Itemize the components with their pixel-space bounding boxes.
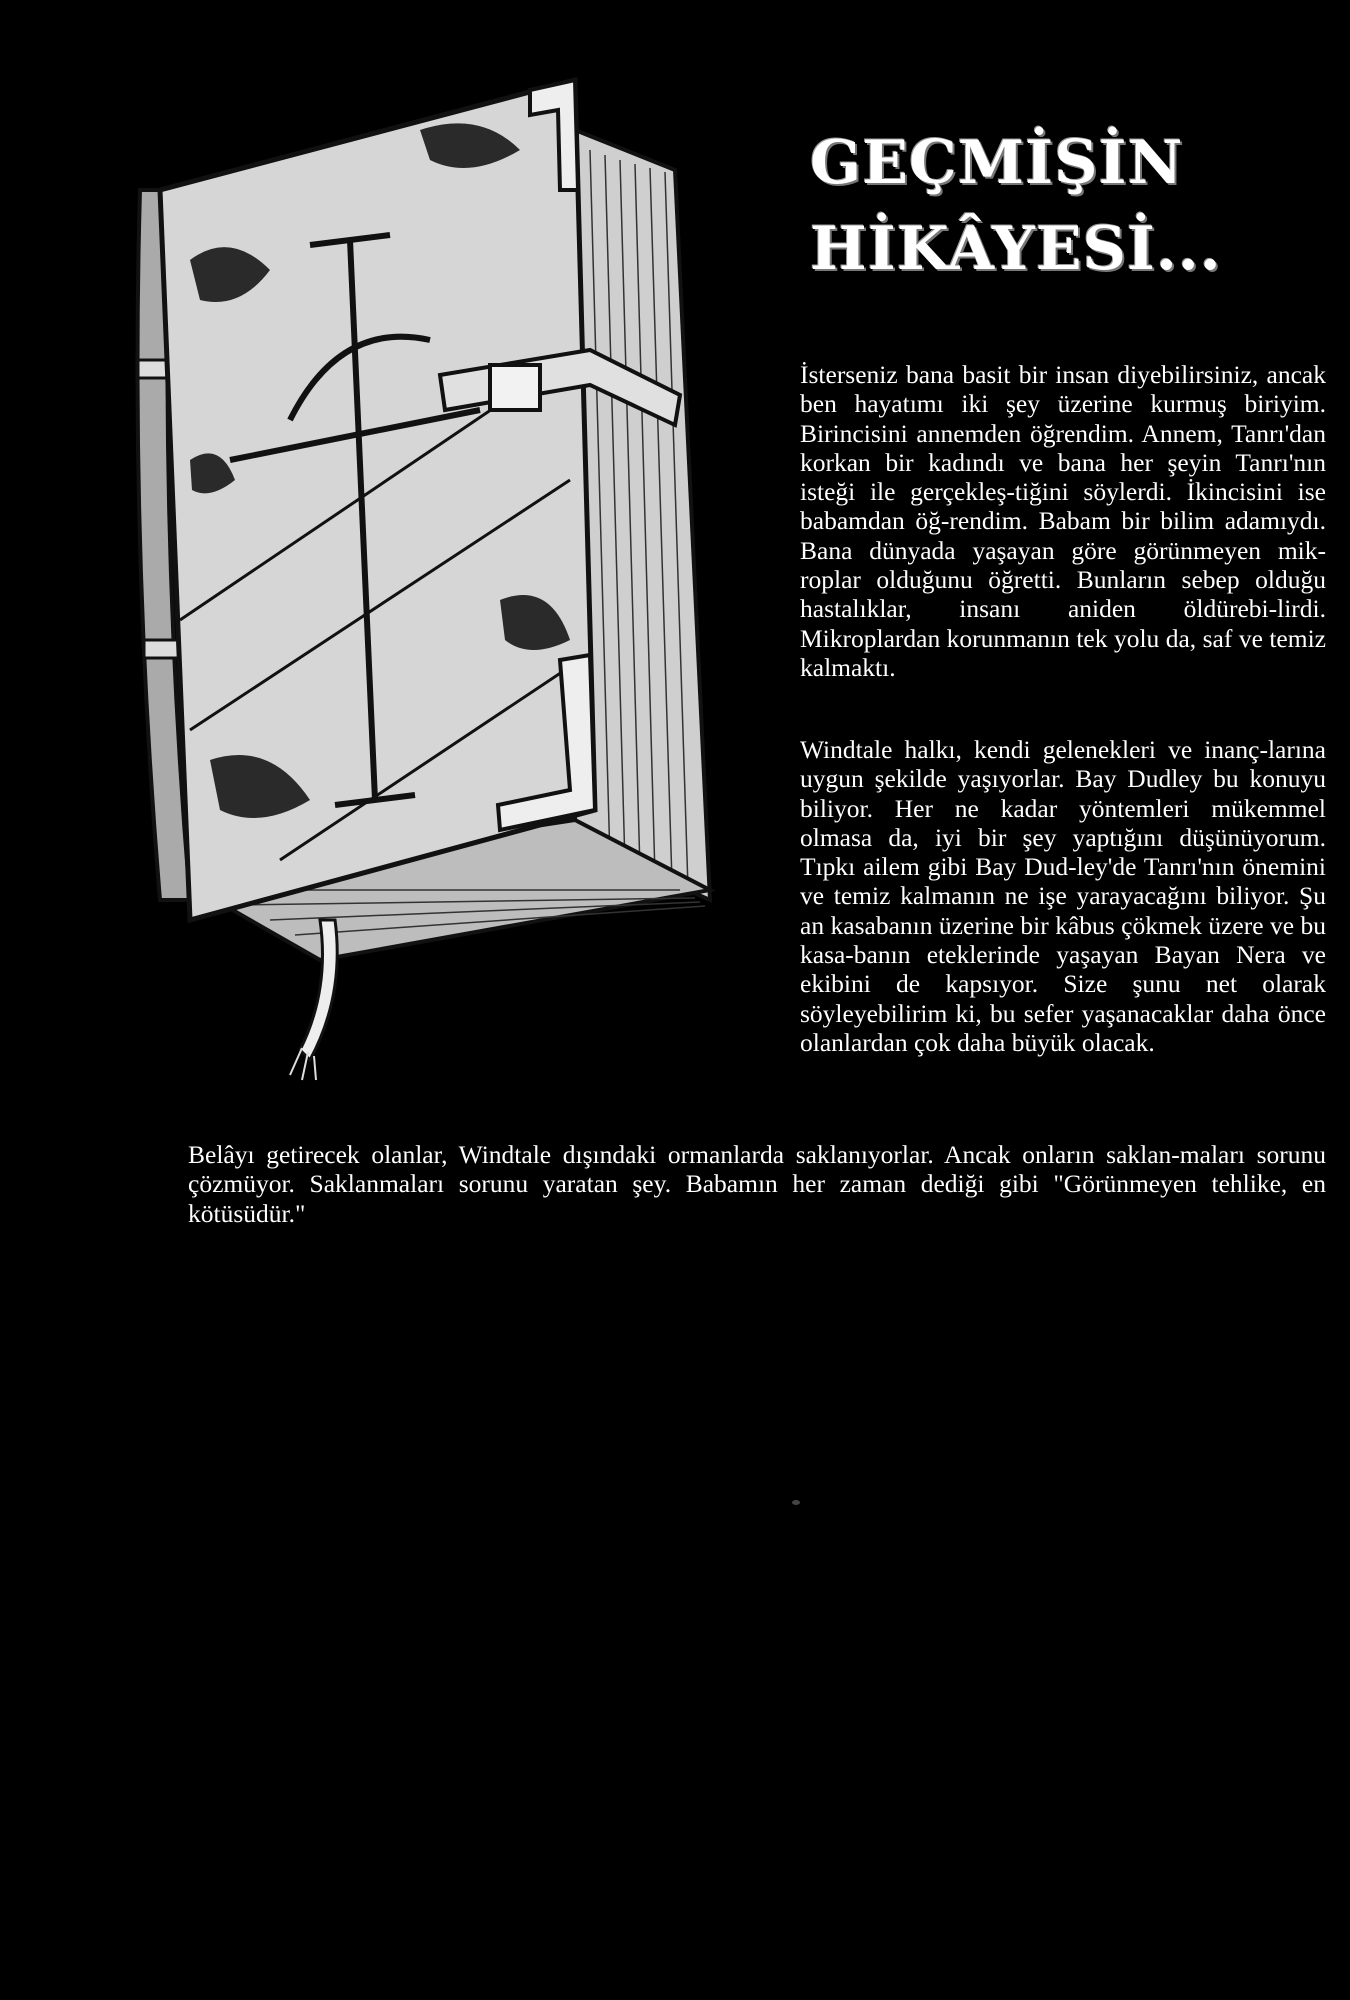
page-title [810, 120, 1290, 292]
story-paragraph-1: İsterseniz bana basit bir insan diyebilirsiniz, ancak ben hayatımı iki şey üzerine kurmuş biriyim. Birincisini annemden öğrendim. Annem, Tanrı'dan korkan bir kadındı ve bana her şeyin Tanrı'nın isteği ile gerçekleş-tiğini söylerdi. İkincisini ise babamdan öğ-rendim. Babam bir bilim adamıydı. Bana dünyada yaşayan göre görünmeyen mik-roplar olduğunu öğretti. Bunların sebep olduğu hastalıklar, insanı aniden öldürebi-lirdi. Mikroplardan korunmanın tek yolu da, saf ve temiz kalmaktı. [800, 360, 1326, 682]
stray-ink-dot [792, 1500, 800, 1505]
story-paragraph-2: Windtale halkı, kendi gelenekleri ve inanç-larına uygun şekilde yaşıyorlar. Bay Dudley bu konuyu biliyor. Her ne kadar yöntemleri mükemmel olmasa da, iyi bir şey yaptığını düşünüyorum. Tıpkı ailem gibi Bay Dud-ley'de Tanrı'nın önemini ve temiz kalmanın ne işe yarayacağını biliyor. Şu an kasabanın üzerine bir kâbus çökmek üzere ve bu kasa-banın eteklerinde yaşayan Bayan Nera ve ekibini de kapsıyor. Size şunu net olarak söyleyebilirim ki, bu sefer yaşanacaklar daha önce olanlardan çok daha büyük olacak. [800, 735, 1326, 1057]
old-book-with-cross-icon [120, 40, 740, 1090]
title-line-2: HİKÂYESİ... [810, 214, 1222, 284]
title-line-1: GEÇMİŞİN [810, 128, 1184, 198]
story-paragraph-3: Belâyı getirecek olanlar, Windtale dışındaki ormanlarda saklanıyorlar. Ancak onların saklan-maları sorunu çözmüyor. Saklanmaları sorunu yaratan şey. Babamın her zaman dediği gibi "Görünmeyen tehlike, en kötüsüdür." [188, 1140, 1326, 1228]
